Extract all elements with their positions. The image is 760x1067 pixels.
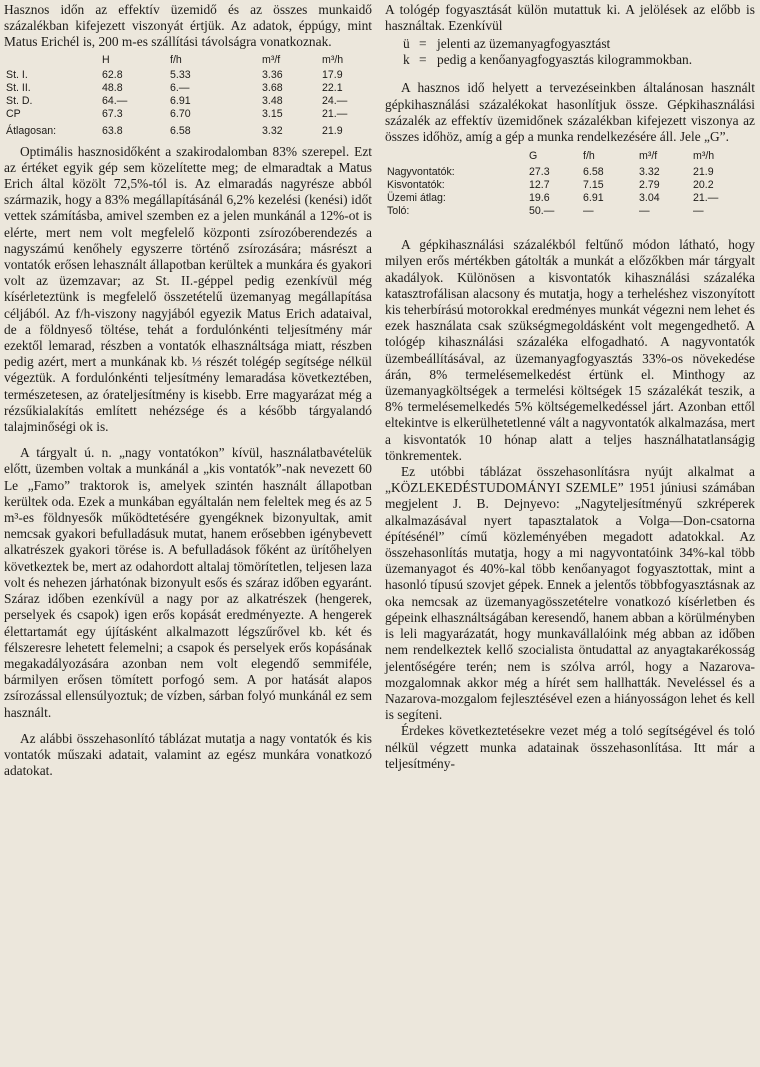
table-header-cell: H [102, 54, 110, 67]
table-cell: 62.8 [102, 69, 123, 82]
table-cell: 12.7 [529, 178, 550, 191]
table-cell: 3.04 [639, 191, 660, 204]
table-cell: — [693, 204, 704, 217]
table-cell: Átlagosan: [6, 125, 57, 138]
legend-item: k = pedig a kenőanyagfogyasztás kilogrammokban. [403, 52, 693, 68]
table-cell: 50.— [529, 204, 555, 217]
table-cell: — [639, 204, 650, 217]
table-cell: 48.8 [102, 82, 123, 95]
table-row [4, 82, 364, 95]
table-cell: 24.— [322, 95, 348, 108]
table-cell: 67.3 [102, 108, 123, 121]
table-cell: 64.— [102, 95, 128, 108]
table-header-cell: G [529, 149, 538, 162]
table-cell: 19.6 [529, 191, 550, 204]
table-average-row [4, 121, 364, 138]
table-row [385, 165, 747, 178]
table-cell: St. I. [6, 69, 28, 82]
table-cell: St. II. [6, 82, 31, 95]
table-row [385, 191, 747, 204]
table-cell: 5.33 [170, 69, 191, 82]
table-cell: 3.36 [262, 69, 283, 82]
table-header-cell: m³/h [693, 149, 715, 162]
intro-paragraph: Hasznos időn az effektív üzemidő és az összes munkaidő százalékban kifejezett viszonyát értjük. Az adatok, éppúgy, mint Matus Erichél is, 200 m-es szállítási távolságra vonatkoznak. [4, 2, 372, 50]
table-cell: 3.15 [262, 108, 283, 121]
paragraph-kis-vontatok: A tárgyalt ú. n. „nagy vontatókon” kívül, használatbavételük előtt, üzemben voltak a munkánál a „kis vontatók”-nak nevezett 60 Le „Famo” traktorok is, amelyek szintén használt állapotban kerültek oda. Ezek a munkában egyáltalán nem feleltek meg és az 5 m³-es földnyesők működtetésére gyengéknek bizonyultak, amit nemcsak gyakori befulladásuk mutat, hanem erősebben igénybevett alkatrészek gyakori törése is. A befulladások főként az ürítőhelyen következtek be, mert az odahordott altalaj tömörítetlen, teljesen laza volt és nehezen járhatónak bizonyult esős és száraz időben egyaránt. Száraz időben ezenkívül a nagy por az alkatrészek (hengerek, perselyek és csapok) igen erős kopását eredményezte. A hengerek élettartamát egy újításként alkalmazott légszűrővel kb. két és félszeresre lehetett felemelni; a csapok és perselyek erős kopásának megakadályozására azonban nem volt elegendő semmiféle, bármilyen erősen tömített porfogó sem. A por hatását alapos zsírozással ellensúlyoztuk; de vízben, sárban folyó munkánál ez sem használt. [4, 445, 372, 720]
table-header-cell [4, 54, 100, 69]
table-row [4, 69, 364, 82]
table-cell: 3.68 [262, 82, 283, 95]
table-cell: — [583, 204, 594, 217]
table-header-cell: f/h [170, 54, 182, 67]
table-cell: 6.58 [583, 165, 604, 178]
table-cell: 21.9 [322, 125, 343, 138]
table-header-cell [385, 149, 527, 165]
table-cell: St. D. [6, 95, 33, 108]
table-cell: CP [6, 108, 21, 121]
table-header-cell: m³/h [322, 54, 344, 67]
hasznos-ido-table [4, 54, 364, 138]
table-row [4, 108, 364, 121]
table-cell: 17.9 [322, 69, 343, 82]
table-cell: Kisvontatók: [387, 178, 445, 191]
paragraph-gepkihasznalas: A hasznos idő helyett a tervezéseinkben általánosan használt gépkihasználási százalékokat hasonlítjuk össze. Gépkihasználási százalék az effektív üzemidőnek százalékban kifejezett viszonya az összes időhöz, amíg a gép a munka rendelkezésére áll. Jele „G”. [385, 80, 755, 145]
paragraph-toló-osszehasonlitas: Érdekes következtetésekre vezet még a toló segítségével és toló nélkül végzett munka adatainak összehasonlítása. Itt már a teljesítmény- [385, 723, 755, 771]
legend-item: ü = jelenti az üzemanyagfogyasztást [403, 36, 611, 52]
table-cell: 27.3 [529, 165, 550, 178]
legend-text: pedig a kenőanyagfogyasztás kilogrammokban. [437, 52, 693, 68]
table-cell: 7.15 [583, 178, 604, 191]
table-row [385, 204, 747, 217]
notation-legend [403, 36, 755, 68]
table-cell: 6.58 [170, 125, 191, 138]
table-cell: Nagyvontatók: [387, 165, 455, 178]
table-cell: Üzemi átlag: [387, 191, 446, 204]
table-row [385, 178, 747, 191]
left-column [4, 2, 372, 779]
table-cell: 6.91 [583, 191, 604, 204]
paragraph-kozlekedestudomanyi: Ez utóbbi táblázat összehasonlításra nyújt alkalmat a „KÖZLEKEDÉSTUDOMÁNYI SZEMLE” 1951 júniusi számában megjelent J. B. Dejnyevo: „Nagyteljesítményű szkréperek alkalmazásával nyert tapasztalatok a Volga—Don-csatorna építésénél” című közleményében megadott adatokkal. Az összehasonlítás mutatja, hogy a mi nagyvontatóink 34%-kal több üzemanyagot és 40%-kal több kenőanyagot fogyasztottak, mint a hasonló típusú szovjet gépek. Ennek a jelentős többfogyasztásnak az oka nemcsak az üzemanyagösszetételre vonatkozó kísérletben és gépeink elhasználtságában keresendő, hanem abban a körülményben is leli magyarázatát, hogy munkavállalóink még abban az időben nem rendelkeztek kellő szocialista öntudattal az anyagtakarékosság jelentőségére terén; nem is szólva arról, hogy a Nazarova-mozgalomnak akkor még a hírét sem hallhatták. Neveléssel és a Nazarova-mozgalom fejlesztésével ezen a hiányosságon lehet és kell is segíteni. [385, 464, 755, 723]
table-row [4, 95, 364, 108]
legend-text: jelenti az üzemanyagfogyasztást [437, 36, 611, 52]
legend-symbol: k [403, 52, 410, 68]
table-cell: 6.91 [170, 95, 191, 108]
table-header-row [385, 149, 747, 165]
paragraph-optimalis: Optimális hasznosidőként a szakirodalomban 83% szerepel. Ezt az értéket egyik gép sem közelítette meg; de elmaradtak a Matus Erich által közölt 72,5%-tól is. Az elmaradás nagyrésze abból származik, hogy a 83% megállapításánál 6,2% kezelési (kenési) időt vettek számításba, amivel szemben ez a jelen munkánál a 12%-ot is elérte, mert nem volt megfelelő központi zsírozóberendezés a nagyszámú kenőhely egyszerre történő zsírozására; másrészt a vontatók erősen lehasznált állapotban kerültek a munkára és gyakori volt az üzemzavar; az St. II.-géppel pedig ezenkívül még kísérleteztünk is megfelelő összetételű üzemanyag megállapítása céljából. Az f/h-viszony nagyjából egyezik Matus Erich adataival, de a földnyeső töltése, tehát a fordulónkénti teljesítmény már ezektől lemarad, részben a vontatók elhasználtsága miatt, részben pedig azért, mert a munkának kb. ⅓ részét tolégép segítsége nélkül végeztük. A fordulónkénti teljesítmény lemaradása következtében, természetesen, az órateljesítmény is kisebb. Erre magyarázat még a rézsűkialakítás említett nehézsége és a később tárgyalandó talajminőségi ok is. [4, 143, 372, 435]
paragraph-akadalyok: A gépkihasználási százalékból feltűnő módon látható, hogy milyen erős mértékben gátolták a munkát a előzőkben már tárgyalt akadályok. Különösen a kisvontatók kihasználási százaléka katasztrofálisan alacsony és mutatja, hogy a terheléshez viszonyított kis teherbírású motorokkal eredményes munkát végezni nem lehet és ezek használata csak szükségmegoldásként volt megengedhető. A tológép kihasználási százaléka elfogadható. A nagyvontatók üzembeállításával, az üzemanyagfogyasztás 33%-os növekedése árán, 8% termelésemelkedést értünk el. Minthogy az üzemanyagköltségek a termelési költségek 15 százalékát teszik, a 8% termelésemelkedés 5% költségemelkedéssel járt. Azonban ettől eltekintve is elkerülhetetlenné vált a nagyvontatók alkalmazása, mert a kisvontatók 10 hónap alatt a teljes használhatatlanságig tönkrementek. [385, 237, 755, 463]
legend-symbol: ü [403, 36, 410, 52]
table-cell: 21.— [693, 191, 719, 204]
paragraph-osszehasonlito: Az alábbi összehasonlító táblázat mutatja a nagy vontatók és kis vontatók műszaki adatait, valamint az egész munkára vonatkozó adatokat. [4, 730, 372, 779]
table-cell: 20.2 [693, 178, 714, 191]
paragraph-tologep: A tológép fogyasztását külön mutattuk ki. A jelölések az előbb is használtak. Ezenkívül [385, 2, 755, 34]
right-column [385, 2, 755, 772]
table-cell: 22.1 [322, 82, 343, 95]
table-header-row [4, 54, 364, 69]
table-cell: 3.32 [639, 165, 660, 178]
table-header-cell: m³/f [262, 54, 281, 67]
table-cell: 3.48 [262, 95, 283, 108]
table-cell: 6.70 [170, 108, 191, 121]
table-cell: Toló: [387, 204, 410, 217]
table-cell: 21.— [322, 108, 348, 121]
table-header-cell: f/h [583, 149, 595, 162]
table-cell: 21.9 [693, 165, 714, 178]
table-cell: 6.— [170, 82, 190, 95]
table-cell: 3.32 [262, 125, 283, 138]
table-cell: 63.8 [102, 125, 123, 138]
table-header-cell: m³/f [639, 149, 658, 162]
gepkihasznalasi-table [385, 149, 747, 217]
table-cell: 2.79 [639, 178, 660, 191]
